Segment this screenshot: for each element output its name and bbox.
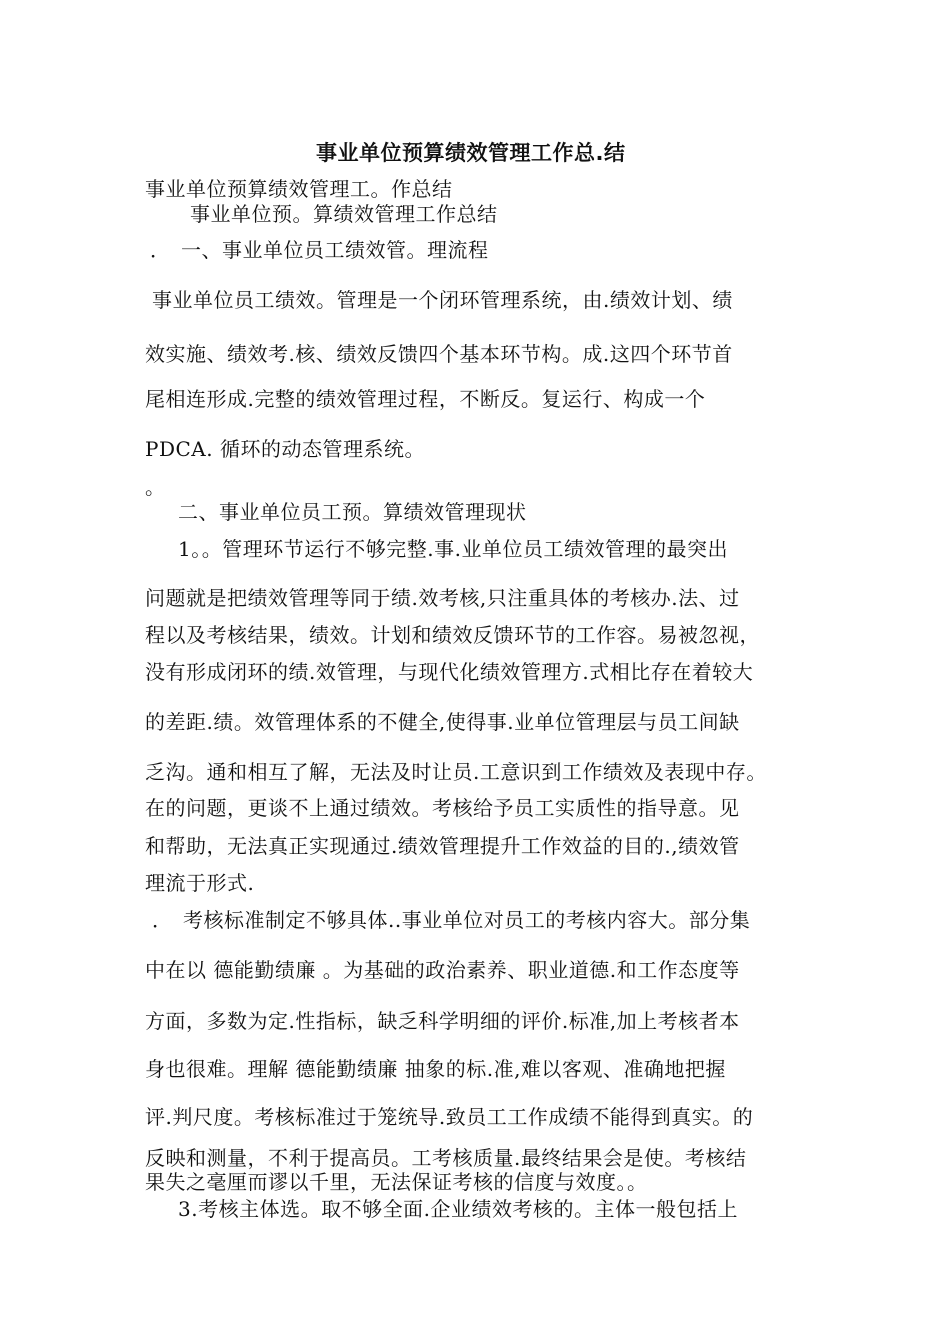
paragraph-line: 身也很难。理解 德能勤绩廉 抽象的标.准,难以客观、准确地把握 xyxy=(145,1057,726,1081)
document-title: 事业单位预算绩效管理工作总.结 xyxy=(316,141,626,165)
paragraph-line: 效实施、绩效考.核、绩效反馈四个基本环节构。成.这四个环节首 xyxy=(145,342,733,366)
paragraph-line: 的差距.绩。效管理体系的不健全,使得事.业单位管理层与员工间缺 xyxy=(145,710,740,734)
paragraph-line: 没有形成闭环的绩.效管理，与现代化绩效管理方.式相比存在着较大 xyxy=(145,660,754,684)
section-heading: 二、事业单位员工预。算绩效管理现状 xyxy=(178,500,527,524)
paragraph-line: 。 xyxy=(145,475,166,499)
section-heading: ． 一、事业单位员工绩效管。理流程 xyxy=(150,238,489,262)
paragraph-line: 中在以 德能勤绩廉 。为基础的政治素养、职业道德.和工作态度等 xyxy=(145,958,740,982)
paragraph-line: PDCA. 循环的动态管理系统。 xyxy=(145,437,425,461)
paragraph-line: 1。。管理环节运行不够完整.事.业单位员工绩效管理的最突出 xyxy=(178,537,728,561)
paragraph-line: 程以及考核结果，绩效。计划和绩效反馈环节的工作容。易被忽视， xyxy=(145,623,760,647)
paragraph-line: 3.考核主体选。取不够全面.企业绩效考核的。主体一般包括上 xyxy=(178,1197,738,1221)
paragraph-line: 问题就是把绩效管理等同于绩.效考核,只注重具体的考核办.法、过 xyxy=(145,586,740,610)
paragraph-line: 评.判尺度。考核标准过于笼统导.致员工工作成绩不能得到真实。的 xyxy=(145,1105,754,1129)
paragraph-line: 事业单位员工绩效。管理是一个闭环管理系统，由.绩效计划、绩 xyxy=(152,288,733,312)
paragraph-line: 果失之毫厘而谬以千里，无法保证考核的信度与效度。。 xyxy=(145,1170,648,1194)
paragraph-line: 理流于形式. xyxy=(145,871,255,895)
paragraph-line: ． 考核标准制定不够具体..事业单位对员工的考核内容大。部分集 xyxy=(152,908,751,932)
paragraph-line: 方面，多数为定.性指标，缺乏科学明细的评价.标准,加上考核者本 xyxy=(145,1009,740,1033)
paragraph-line: 事业单位预算绩效管理工。作总结 xyxy=(145,177,453,201)
paragraph-line: 乏沟。通和相互了解，无法及时让员.工意识到工作绩效及表现中存。 xyxy=(145,760,767,784)
paragraph-line: 事业单位预。算绩效管理工作总结 xyxy=(190,202,498,226)
paragraph-line: 尾相连形成.完整的绩效管理过程，不断反。复运行、构成一个 xyxy=(145,387,706,411)
paragraph-line: 在的问题，更谈不上通过绩效。考核给予员工实质性的指导意。见 xyxy=(145,796,740,820)
paragraph-line: 和帮助，无法真正实现通过.绩效管理提升工作效益的目的.,绩效管 xyxy=(145,834,740,858)
paragraph-line: 反映和测量，不利于提高员。工考核质量.最终结果会是使。考核结 xyxy=(145,1146,747,1170)
